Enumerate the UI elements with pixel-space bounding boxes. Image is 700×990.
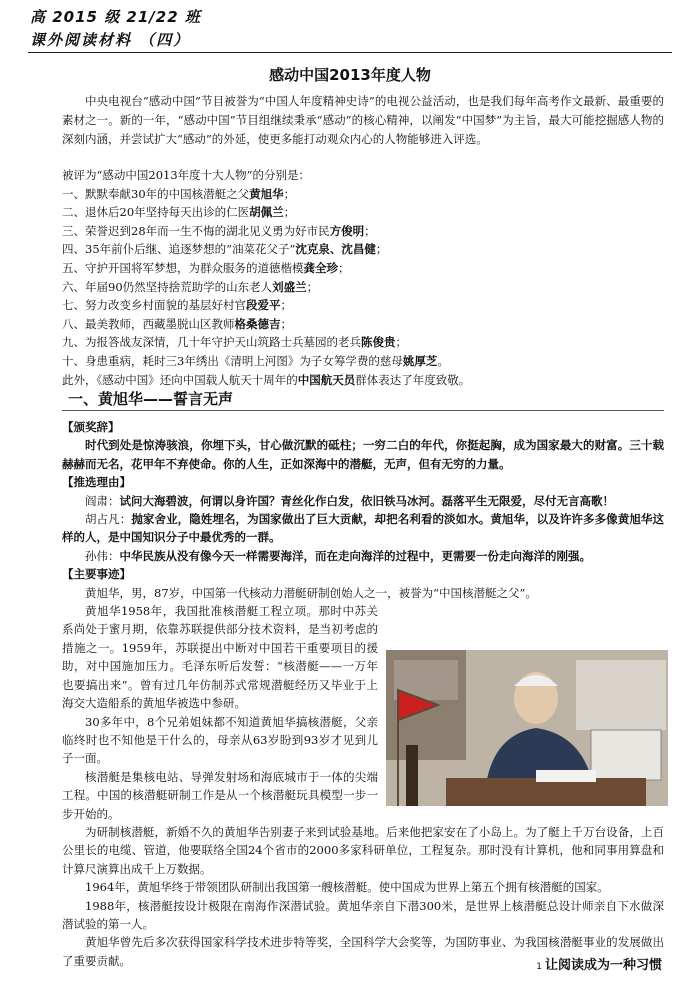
list-item-suffix: ； (364, 223, 376, 238)
reason-text: 中华民族从没有像今天一样需要海洋，而在走向海洋的过程中，更需要一份走向海洋的刚强。 (119, 548, 591, 563)
list-item-suffix: ； (306, 279, 319, 294)
list-item-suffix: ； (395, 335, 407, 350)
list-item (62, 222, 664, 241)
list-item-desc: 四、35年前仆后继、追逐梦想的“油菜花父子” (62, 242, 296, 257)
portrait-photo (386, 650, 668, 806)
material-header: 课外阅读材料 （四） (30, 31, 191, 49)
page-footer (536, 954, 662, 973)
award-text: 时代到处是惊涛骇浪，你埋下头，甘心做沉默的砥柱；一穷二白的年代，你挺起胸，成为国家最大的财富。三十载赫赫而无名，花甲年不弃使命。你的人生，正如深海中的潜艇，无声，但有无穷的力量。 (62, 438, 664, 471)
list-item (62, 240, 664, 259)
class-header: 高 2015 级 21/22 班 (30, 8, 201, 26)
list-item-desc: 七、努力改变乡村面貌的基层好村官 (62, 298, 246, 313)
list-item (62, 296, 664, 315)
list-item (62, 203, 664, 222)
deeds-paragraph: 核潜艇是集核电站、导弹发射场和海底城市于一体的尖端工程。中国的核潜艇研制工作是从一个核潜艇玩具模型一步一步开始的。 (62, 769, 378, 821)
list-item (62, 278, 664, 297)
list-item-name: 刘盛兰 (272, 279, 307, 294)
list-item-desc: 三、荣誉迟到28年而一生不悔的湖北见义勇为好市民 (62, 223, 330, 238)
list-item-name: 黄旭华 (249, 186, 284, 201)
intro-paragraph (62, 92, 664, 149)
list-extra-suffix: 群体表达了年度致敬。 (355, 372, 471, 387)
list-item-suffix: ； (280, 298, 292, 313)
list-item-desc: 十、身患重病，耗时三3年绣出《清明上河图》为子女筹学费的慈母 (62, 353, 403, 368)
list-item-desc: 八、最美教师，西藏墨脱山区教师 (62, 316, 235, 331)
list-item-name: 胡佩兰 (249, 205, 284, 220)
list-item-suffix: 。 (437, 353, 449, 368)
footer-slogan: 让阅读成为一种习惯 (544, 958, 662, 973)
deeds-paragraph: 黄旭华1958年，我国批准核潜艇工程立项。那时中苏关系尚处于蜜月期，依靠苏联提供部分技术资料，是当初考虑的措施之一。1959年，苏联提出中断对中国若干重要项目的援助，对中国施加压力。毛泽东听后发誓：“核潜艇——一万年也要搞出来”。曾有过几年仿制苏式常规潜艇经历又毕业于上海交大造船系的黄旭华被选中参研。 (62, 604, 378, 711)
honoree-list (62, 166, 664, 389)
list-item (62, 352, 664, 371)
list-item-desc: 五、守护开国将军梦想，为群众服务的道德楷模 (62, 260, 304, 275)
reason-speaker: 胡占凡： (85, 512, 132, 527)
award-tag: 【颁奖辞】 (62, 420, 120, 434)
deeds-tag: 【主要事迹】 (62, 567, 131, 582)
document-title: 感动中国2013年度人物 (269, 66, 431, 84)
reason-item (62, 492, 664, 510)
list-intro: 被评为“感动中国2013年度十大人物”的分别是： (62, 168, 311, 182)
list-extra-prefix: 此外，《感动中国》还向中国载人航天十周年的 (62, 372, 298, 387)
list-extra (62, 371, 664, 390)
list-item-desc: 六、年届90仍然坚持捨荒助学的山东老人 (62, 279, 273, 294)
list-item-suffix: ； (283, 186, 296, 201)
list-item-desc: 一、默默奉献30年的中国核潜艇之父 (62, 186, 250, 201)
reason-tag: 【推选理由】 (62, 475, 131, 490)
list-item-suffix: ； (283, 205, 296, 220)
reason-text: 试问大海碧波，何谓以身许国？青丝化作白发，依旧铁马冰河。磊落平生无限爱，尽付无言高歌！ (119, 493, 614, 508)
section-divider (62, 410, 664, 411)
list-item-suffix: ； (375, 242, 388, 257)
reason-speaker: 阎肃： (85, 493, 120, 508)
deeds-paragraph: 30多年中，8个兄弟姐妹都不知道黄旭华搞核潜艇，父亲临终时也不知他是干什么的，母亲从63岁盼到93岁才见到儿子一面。 (62, 714, 378, 766)
list-item-name: 姚厚芝 (402, 353, 438, 368)
list-item-suffix: ； (338, 260, 350, 275)
header-divider (28, 52, 672, 53)
reason-item (62, 547, 664, 565)
portrait-illustration (386, 650, 668, 806)
list-item (62, 315, 664, 334)
reason-item (62, 510, 664, 547)
list-item (62, 185, 664, 204)
section-heading: 一、黄旭华——誓言无声 (68, 390, 234, 408)
list-items (62, 185, 664, 371)
reason-speaker: 孙伟： (85, 548, 120, 563)
list-item-name: 沈克泉、沈昌健 (295, 242, 376, 257)
list-item-name: 陈俊贵 (361, 335, 396, 350)
list-item-name: 龚全珍 (303, 260, 338, 275)
intro-text: 中央电视台“感动中国”节目被誉为“中国人年度精神史诗”的电视公益活动，也是我们每年高考作文最新、最重要的素材之一。新的一年，“感动中国”节目组继续秉承“感动”的核心精神，以阐发“中国梦”为主旨，最大可能挖掘感人物的深刻内涵，并尝试扩大“感动”的外延，使更多能打动观众内心的人物能够进入评选。 (62, 94, 664, 146)
list-item-name: 段爱平 (246, 298, 281, 313)
page-number: 1 (536, 962, 542, 972)
list-item-desc: 二、退休后20年坚持每天出诊的仁医 (62, 205, 250, 220)
list-item-desc: 九、为报答战友深情，几十年守护天山筑路士兵墓园的老兵 (62, 335, 361, 350)
list-item-suffix: ； (280, 316, 292, 331)
deeds-paragraph: 黄旭华曾先后多次获得国家科学技术进步特等奖，全国科学大会奖等，为国防事业、为我国核潜艇事业的发展做出了重要贡献。 (62, 935, 664, 968)
list-extra-name: 中国航天员 (297, 372, 356, 387)
deeds-paragraph: 黄旭华，男，87岁，中国第一代核动力潜艇研制创始人之一，被誉为“中国核潜艇之父”。 (85, 585, 537, 600)
list-item (62, 259, 664, 278)
deeds-paragraph: 1988年，核潜艇按设计极限在南海作深潜试验。黄旭华亲自下潜300米，是世界上核潜艇总设计师亲自下水做深潜试验的第一人。 (62, 898, 664, 931)
list-item (62, 333, 664, 352)
reason-text: 抛家舍业，隐姓埋名，为国家做出了巨大贡献，却把名利看的淡如水。黄旭华，以及许许多多像黄旭华这样的人，是中国知识分子中最优秀的一群。 (62, 512, 664, 545)
deeds-paragraph: 1964年，黄旭华终于带领团队研制出我国第一艘核潜艇。使中国成为世界上第五个拥有核潜艇的国家。 (85, 880, 609, 895)
deeds-paragraph: 为研制核潜艇，新婚不久的黄旭华告别妻子来到试验基地。后来他把家安在了小岛上。为了艇上千万台设备，上百公里长的电缆、管道，他要联络全国24个省市的2000多家科研单位，工程复杂。那时没有计算机，他和同事用算盘和计算尺演算出成千上万数据。 (62, 824, 664, 876)
list-item-name: 方俊明 (329, 223, 365, 238)
list-item-name: 格桑德吉 (234, 316, 281, 331)
